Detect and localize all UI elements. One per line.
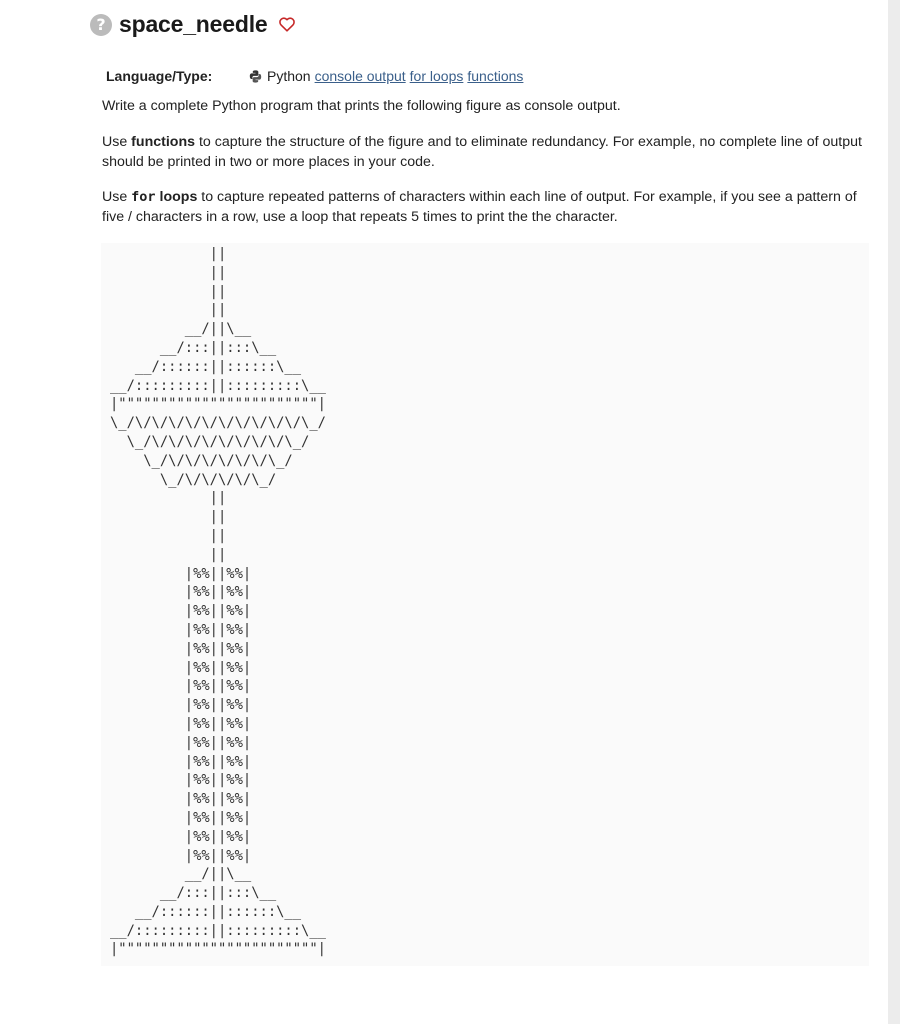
figure-line: |%%||%%|: [110, 565, 252, 582]
figure-line: |%%||%%|: [110, 753, 252, 770]
figure-line: __/::::::||::::::\__: [110, 358, 302, 375]
tag-functions[interactable]: functions: [467, 68, 524, 84]
figure-line: \_/\/\/\/\/\/\/\/\/\/\/\_/: [110, 415, 326, 432]
figure-line: __/||\__: [110, 866, 252, 883]
description-loops-rule: [102, 187, 872, 227]
code-for: for: [131, 189, 156, 205]
language-type-row: [106, 68, 527, 84]
language-name: Python: [267, 68, 311, 84]
tag-console-output[interactable]: console output: [314, 68, 406, 84]
figure-line: |""""""""""""""""""""""""|: [110, 396, 326, 413]
text-span: to capture repeated patterns of characters within each line of output. For example, if you see a pattern of five / characters in a row, use a loop that repeats 5 times to print the the character.: [102, 189, 857, 225]
figure-line: __/:::||:::\__: [110, 885, 277, 902]
python-icon: [249, 70, 262, 83]
figure-line: \_/\/\/\/\/\/\/\/\/\_/: [110, 433, 310, 450]
figure-line: ||: [110, 490, 227, 507]
figure-line: __/:::||:::\__: [110, 339, 277, 356]
figure-line: __/::::::||::::::\__: [110, 903, 302, 920]
text-span: Use: [102, 134, 132, 150]
figure-line: |%%||%%|: [110, 640, 252, 657]
figure-line: __/||\__: [110, 321, 252, 338]
figure-line: |%%||%%|: [110, 584, 252, 601]
heart-outline-icon[interactable]: [279, 17, 295, 32]
title-row: [90, 11, 295, 38]
figure-line: |%%||%%|: [110, 809, 252, 826]
figure-line: |%%||%%|: [110, 603, 252, 620]
expected-output-box: [101, 243, 869, 966]
figure-line: ||: [110, 302, 227, 319]
figure-line: |%%||%%|: [110, 828, 252, 845]
problem-title: space_needle: [119, 11, 268, 37]
text-span: Use: [102, 189, 132, 205]
figure-line: |%%||%%|: [110, 678, 252, 695]
expected-output-figure: [110, 245, 326, 959]
description-intro: Write a complete Python program that prints the following figure as console output.: [102, 98, 621, 114]
figure-line: __/:::::::::||:::::::::\__: [110, 922, 326, 939]
bold-functions: functions: [131, 134, 196, 150]
text-span: to capture the structure of the figure and to eliminate redundancy. For example, no complete line of output should be printed in two or more places in your code.: [102, 134, 862, 170]
figure-line: |%%||%%|: [110, 659, 252, 676]
bold-loops: loops: [155, 189, 198, 205]
figure-line: ||: [110, 283, 227, 300]
description-functions-rule: [102, 132, 872, 172]
figure-line: \_/\/\/\/\/\_/: [110, 471, 277, 488]
figure-line: |%%||%%|: [110, 697, 252, 714]
figure-line: ||: [110, 509, 227, 526]
figure-line: \_/\/\/\/\/\/\/\_/: [110, 452, 293, 469]
language-type-label: Language/Type:: [106, 68, 213, 84]
figure-line: |%%||%%|: [110, 772, 252, 789]
figure-line: ||: [110, 246, 227, 262]
figure-line: __/:::::::::||:::::::::\__: [110, 377, 326, 394]
help-circle-icon[interactable]: ?: [90, 14, 112, 36]
figure-line: |%%||%%|: [110, 715, 252, 732]
figure-line: |%%||%%|: [110, 847, 252, 864]
figure-line: ||: [110, 546, 227, 563]
page-scrollbar[interactable]: [888, 0, 900, 1024]
figure-line: |""""""""""""""""""""""""|: [110, 941, 326, 958]
tag-for-loops[interactable]: for loops: [409, 68, 464, 84]
figure-line: |%%||%%|: [110, 621, 252, 638]
figure-line: ||: [110, 264, 227, 281]
figure-line: |%%||%%|: [110, 734, 252, 751]
figure-line: |%%||%%|: [110, 791, 252, 808]
figure-line: ||: [110, 527, 227, 544]
